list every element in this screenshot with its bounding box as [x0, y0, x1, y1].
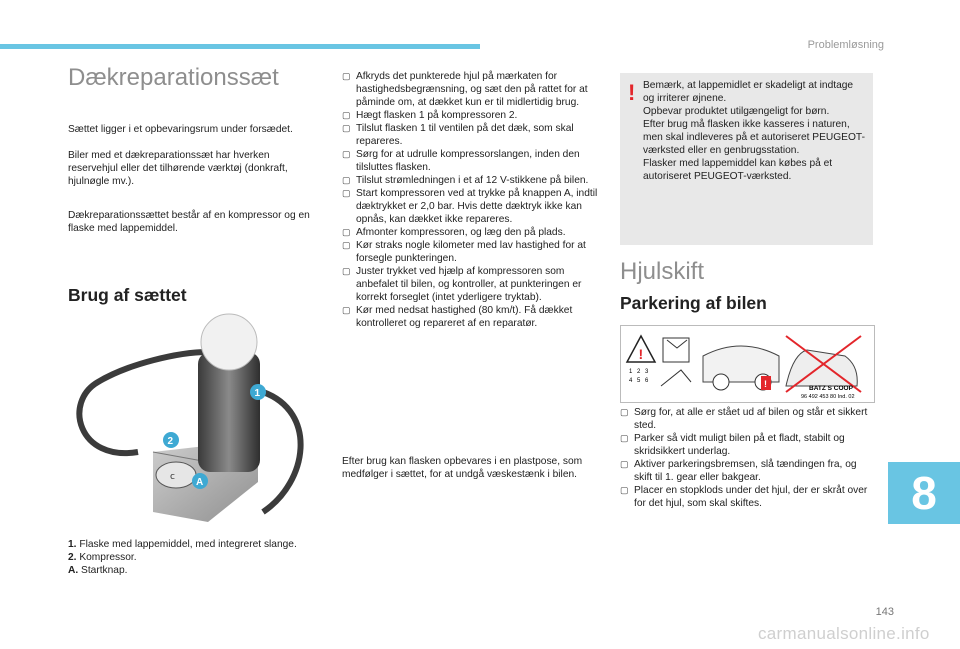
legend-item-1: 1. Flaske med lappemiddel, med integreret slange.	[68, 539, 297, 550]
repair-step: ▢ Start kompressoren ved at trykke på knappen A, indtil dæktrykket er 2,0 bar. Hvis dette dæktryk ikke kan opnås, kan dækket ikke repareres.	[342, 187, 604, 226]
repair-step: ▢ Afmonter kompressoren, og læg den på plads.	[342, 226, 604, 239]
repair-step: ▢ Hægt flasken 1 på kompressoren 2.	[342, 109, 604, 122]
legend-item-a: A. Startknap.	[68, 565, 128, 576]
page-number: 143	[875, 606, 894, 618]
legend-item-2: 2. Kompressor.	[68, 552, 137, 563]
parking-step: ▢ Aktiver parkeringsbremsen, slå tændingen fra, og skift til 1. gear eller bakgear.	[620, 458, 873, 484]
repair-kit-illustration	[68, 312, 318, 532]
repair-step: ▢ Tilslut flasken 1 til ventilen på det dæk, som skal repareres.	[342, 122, 604, 148]
repair-step: ▢ Kør straks nogle kilometer med lav hastighed for at forsegle punkteringen.	[342, 239, 604, 265]
contents-para: Dækreparationssættet består af en kompressor og en flaske med lappemiddel.	[68, 210, 310, 234]
storage-note: Efter brug kan flasken opbevares i en plastpose, som medfølger i sættet, for at undgå væskestænk i bilen.	[342, 456, 583, 480]
usage-heading: Brug af sættet	[68, 285, 187, 305]
illus-label-1: 1	[254, 388, 261, 399]
repair-steps-list	[342, 70, 604, 330]
chapter-header: Problemløsning	[807, 39, 884, 51]
svg-text:c: c	[170, 472, 175, 482]
warning-text: Bemærk, at lappemidlet er skadeligt at indtage og irriterer øjnene. Opbevar produktet utilgængeligt for børn. Efter brug må flasken ikke kasseres i naturen, men skal indleveres på et autoriseret PEUGEOT-værksted eller en genbrugsstation. Flasker med lappemiddel kan købes på et autoriseret PEUGEOT-værksted.	[643, 80, 865, 182]
parking-steps-list	[620, 406, 873, 510]
repair-step: ▢ Sørg for at udrulle kompressorslangen, inden den tilsluttes flasken.	[342, 148, 604, 174]
wheel-change-title: Hjulskift	[620, 258, 705, 285]
figure-legend	[68, 538, 318, 577]
parking-step: ▢ Placer en stopklods under det hjul, der er skråt over for det hjul, som skal skiftes.	[620, 484, 873, 510]
svg-text:!: !	[764, 379, 767, 389]
parking-step: ▢ Sørg for, at alle er stået ud af bilen og står et sikkert sted.	[620, 406, 873, 432]
chapter-color-bar	[0, 44, 480, 49]
svg-text:!: !	[638, 346, 644, 362]
repair-step: ▢ Juster trykket ved hjælp af kompressoren som anbefalet til bilen, og kontroller, at punkteringen er korrekt forseglet (intet yderligere tryktab).	[342, 265, 604, 304]
parking-heading: Parkering af bilen	[620, 293, 767, 313]
svg-text:6: 6	[645, 378, 649, 384]
svg-text:5: 5	[637, 378, 641, 384]
svg-text:3: 3	[645, 369, 649, 375]
svg-text:1: 1	[629, 369, 633, 375]
repair-step: ▢ Afkryds det punkterede hjul på mærkaten for hastighedsbegrænsning, og sæt den på rattet for at påminde om, at dækket kun er til midlertidig brug.	[342, 70, 604, 109]
svg-text:2: 2	[637, 369, 641, 375]
watermark: carmanualsonline.info	[758, 624, 930, 643]
warning-box	[620, 73, 873, 245]
safety-label-illustration	[620, 325, 875, 403]
svg-text:4: 4	[629, 378, 633, 384]
chapter-tab: 8	[888, 462, 960, 524]
illus-label-2: 2	[167, 436, 174, 447]
svg-text:96 492 453 80 Ind. 02: 96 492 453 80 Ind. 02	[801, 394, 855, 400]
intro-para-1: Sættet ligger i et opbevaringsrum under forsædet.	[68, 124, 293, 135]
svg-text:BATZ S COOP: BATZ S COOP	[809, 385, 853, 392]
repair-step: ▢ Kør med nedsat hastighed (80 km/t). Få dækket kontrolleret og repareret af en reparatør.	[342, 304, 604, 330]
section-title: Dækreparationssæt	[68, 64, 279, 91]
repair-step: ▢ Tilslut strømledningen i et af 12 V-stikkene på bilen.	[342, 174, 604, 187]
illus-label-a: A	[196, 477, 204, 488]
parking-step: ▢ Parker så vidt muligt bilen på et fladt, stabilt og skridsikkert underlag.	[620, 432, 873, 458]
warning-exclamation-icon: !	[628, 80, 636, 105]
intro-para-2: Biler med et dækreparationssæt har hverken reservehjul eller det tilhørende værktøj (donkraft, hjulnøgle mv.).	[68, 150, 288, 187]
